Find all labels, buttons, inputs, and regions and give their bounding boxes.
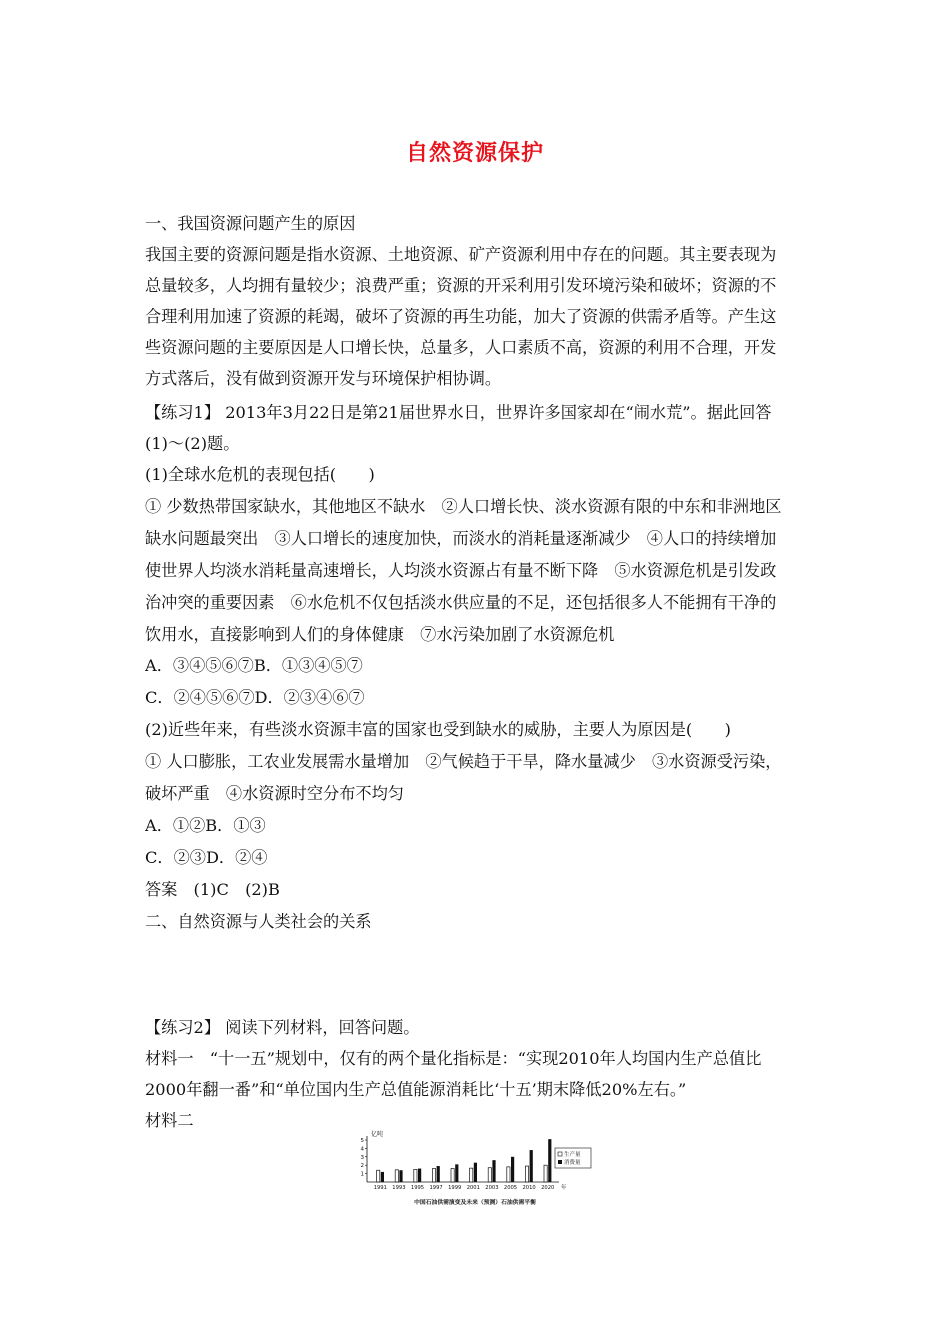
x-tick-label: 1997	[429, 1185, 443, 1191]
question-1-statement: 缺水问题最突出 ③人口增长的速度加快，而淡水的消耗量逐渐减少 ④人口的持续增加	[145, 529, 777, 548]
question-2-options: A．①②B．①③	[145, 816, 266, 835]
y-tick-label: 1	[360, 1171, 364, 1178]
material-1: 材料一 “十一五”规划中，仅有的两个量化指标是：“实现2010年人均国内生产总值比	[145, 1049, 762, 1068]
bar-production	[470, 1168, 473, 1182]
chart-caption: 中国石油供需演变及未来（预测）石油供需平衡	[414, 1200, 536, 1206]
x-tick-label: 2001	[466, 1185, 480, 1191]
legend-label-production: 生产量	[564, 1152, 581, 1158]
bar-production	[525, 1166, 528, 1182]
x-axis-unit: 年	[561, 1185, 567, 1191]
question-2-options: C．②③D．②④	[145, 848, 268, 867]
bar-production	[488, 1168, 491, 1182]
y-tick-label: 4	[360, 1146, 364, 1153]
question-1-options: A．③④⑤⑥⑦B．①③④⑤⑦	[145, 656, 363, 675]
x-tick-label: 1993	[392, 1185, 406, 1191]
question-1-statement: 治冲突的重要因素 ⑥水危机不仅包括淡水供应量的不足，还包括很多人不能拥有干净的	[145, 593, 777, 612]
x-tick-label: 1999	[448, 1185, 462, 1191]
section-heading-1: 一、我国资源问题产生的原因	[145, 214, 356, 233]
paragraph-line: 总量较多，人均拥有量较少；浪费严重；资源的开采利用引发环境污染和破坏；资源的不	[145, 276, 777, 295]
question-1-statement: 使世界人均淡水消耗量高速增长，人均淡水资源占有量不断下降 ⑤水资源危机是引发政	[145, 561, 777, 580]
question-2-statement: ① 人口膨胀，工农业发展需水量增加 ②气候趋于干旱，降水量减少 ③水资源受污染，	[145, 752, 782, 771]
legend-swatch-production	[558, 1152, 562, 1156]
material-1: 2000年翻一番”和“单位国内生产总值能源消耗比‘十五’期末降低20%左右。”	[145, 1080, 687, 1099]
y-tick-label: 3	[360, 1154, 364, 1161]
bar-production	[377, 1170, 380, 1182]
question-1: (1)全球水危机的表现包括( )	[145, 465, 375, 484]
bar-production	[544, 1165, 547, 1182]
bar-consumption	[548, 1139, 551, 1182]
answer: 答案 (1)C (2)B	[145, 880, 280, 899]
paragraph-line: 我国主要的资源问题是指水资源、土地资源、矿产资源利用中存在的问题。其主要表现为	[145, 245, 777, 264]
bar-consumption	[530, 1150, 533, 1182]
paragraph-line: 些资源问题的主要原因是人口增长快，总量多，人口素质不高，资源的利用不合理，开发	[145, 338, 777, 357]
section-heading-2: 二、自然资源与人类社会的关系	[145, 912, 372, 931]
bar-consumption	[437, 1166, 440, 1182]
bar-production	[451, 1169, 454, 1182]
bar-production	[414, 1169, 417, 1182]
paragraph-line: 方式落后，没有做到资源开发与环境保护相协调。	[145, 369, 502, 388]
bar-consumption	[455, 1164, 458, 1182]
x-tick-label: 1995	[410, 1185, 425, 1191]
y-axis-label: 亿吨	[371, 1131, 384, 1138]
x-tick-label: 2003	[485, 1185, 499, 1191]
bar-consumption	[492, 1160, 495, 1182]
bar-consumption	[511, 1157, 514, 1182]
legend-label-consumption: 消费量	[564, 1160, 581, 1166]
question-1-statement: ① 少数热带国家缺水，其他地区不缺水 ②人口增长快、淡水资源有限的中东和非洲地区	[145, 497, 782, 516]
question-2: (2)近些年来，有些淡水资源丰富的国家也受到缺水的威胁，主要人为原因是( )	[145, 720, 731, 739]
y-tick-label: 2	[360, 1163, 364, 1170]
legend-swatch-consumption	[558, 1160, 562, 1164]
paragraph-line: 合理利用加速了资源的耗竭，破坏了资源的再生功能，加大了资源的供需矛盾等。产生这	[145, 307, 777, 326]
x-tick-label: 2005	[503, 1185, 518, 1191]
question-1-options: C．②④⑤⑥⑦D．②③④⑥⑦	[145, 688, 365, 707]
oil-supply-demand-chart	[355, 1130, 595, 1210]
bar-consumption	[381, 1172, 384, 1182]
material-2-label: 材料二	[145, 1111, 194, 1130]
x-tick-label: 2020	[541, 1185, 555, 1191]
page-title: 自然资源保护	[405, 141, 544, 166]
exercise-1-intro: 【练习1】 2013年3月22日是第21届世界水日，世界许多国家却在“闹水荒”。据此回答	[145, 403, 772, 422]
x-tick-label: 2010	[522, 1185, 536, 1191]
bar-consumption	[474, 1163, 477, 1182]
x-tick-label: 1991	[373, 1185, 387, 1191]
y-tick-label: 5	[360, 1138, 364, 1144]
bar-consumption	[418, 1169, 421, 1182]
bar-production	[395, 1170, 398, 1182]
bar-consumption	[399, 1170, 402, 1182]
bar-production	[507, 1167, 510, 1182]
bar-production	[432, 1169, 435, 1182]
question-2-statement: 破坏严重 ④水资源时空分布不均匀	[145, 784, 404, 803]
question-1-statement: 饮用水，直接影响到人们的身体健康 ⑦水污染加剧了水资源危机	[145, 625, 615, 644]
exercise-1-intro: (1)～(2)题。	[145, 434, 240, 453]
exercise-2-intro: 【练习2】 阅读下列材料，回答问题。	[145, 1018, 420, 1037]
